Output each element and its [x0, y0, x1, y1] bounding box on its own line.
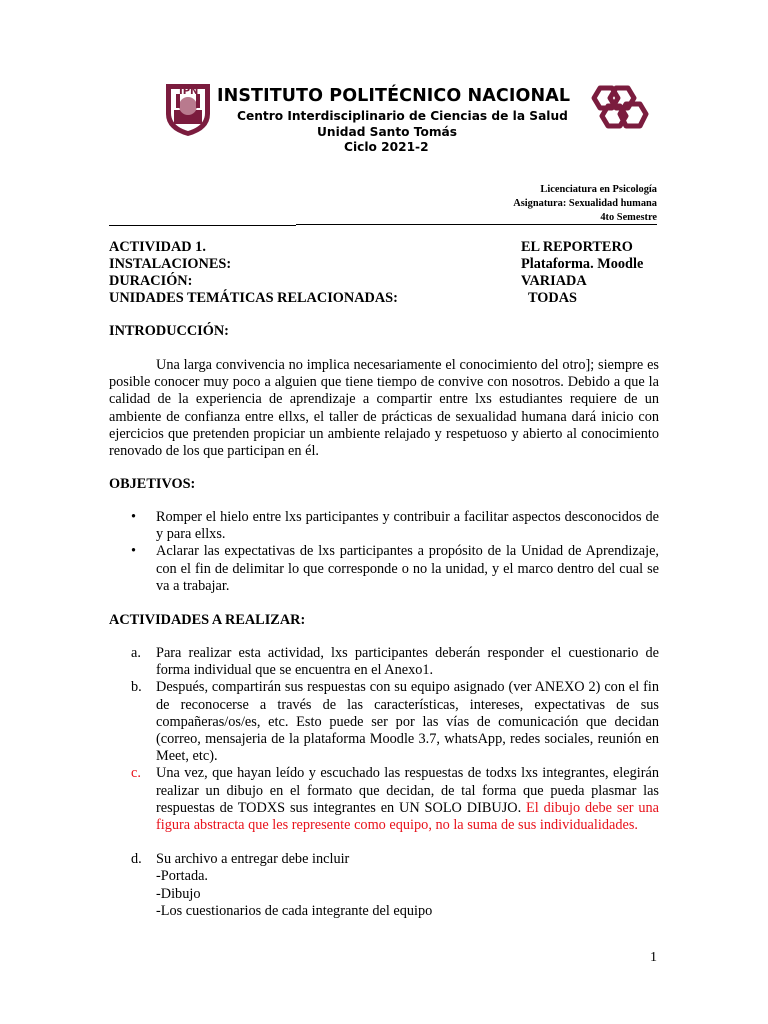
objectives-list: [109, 509, 659, 595]
header-rule: [109, 225, 296, 226]
info-row-facilities: [109, 256, 653, 273]
item-marker: a.: [131, 645, 141, 661]
semester-label: 4to Semestre: [600, 212, 657, 223]
cycle-label: Ciclo 2021-2: [344, 140, 429, 154]
objectives-heading: OBJETIVOS:: [109, 476, 196, 492]
activity-c-text: Una vez, que hayan leído y escuchado las respuestas de todxs lxs integrantes, elegirán realizar un dibujo en el formato que decidan, de tal forma que pueda plasmar las respuestas de TODXS sus integrantes en UN SOLO DIBUJO.: [156, 765, 659, 816]
intro-text: Una larga convivencia no implica necesariamente el conocimiento del otro]; siempre es posible conocer muy poco a alguien que tiene tiempo de convive con nosotros. Debido a que la calidad de la experiencia de aprendizaje a compartir entre lxs estudiantes requiere de un ambiente de confianza entre ellxs, el taller de prácticas de sexualidad humana dará inicio con ejercicios que pretenden propiciar un ambiente relajado y respetuoso y abierto al conocimiento renovado de los que participan en él.: [109, 357, 659, 460]
info-row-units: [109, 290, 653, 307]
list-item: [109, 851, 659, 920]
objective-text: Aclarar las expectativas de lxs participantes a propósito de la Unidad de Aprendizaje, con el fin de delimitar lo que corresponde o no la unidad, y el marco dentro del cual se va a trabajar.: [156, 543, 659, 594]
ipn-logo-text: IPN: [179, 86, 199, 97]
activity-c-highlight: El dibujo debe ser una figura abstracta que les represente como equipo, no la suma de sus individualidades.: [156, 799, 659, 834]
deliverable-item: -Dibujo: [156, 885, 201, 902]
info-value: EL REPORTERO: [521, 239, 633, 255]
activity-a-text: Para realizar esta actividad, lxs participantes deberán responder el cuestionario de forma individual que se encuentra en el Anexo1.: [156, 645, 659, 679]
list-item: [109, 645, 659, 679]
header-rule-right: [296, 224, 657, 225]
bullet-icon: •: [131, 543, 137, 560]
list-item: [109, 543, 659, 595]
info-value: VARIADA: [521, 273, 587, 289]
objective-text: Romper el hielo entre lxs participantes y contribuir a facilitar aspectos desconocidos de y para ellxs.: [156, 509, 659, 543]
program-label: Licenciatura en Psicología: [540, 184, 657, 195]
deliverable-item: -Portada.: [156, 868, 209, 885]
activities-list: [109, 645, 659, 920]
unit-name: Unidad Santo Tomás: [317, 125, 458, 139]
info-row-duration: [109, 273, 653, 290]
item-marker: d.: [131, 851, 142, 868]
page-number: 1: [650, 950, 657, 965]
activities-heading: ACTIVIDADES A REALIZAR:: [109, 612, 306, 628]
activity-d-text: Su archivo a entregar debe incluir: [156, 851, 350, 868]
cics-logo: [582, 82, 654, 134]
ipn-logo: [162, 80, 214, 138]
deliverable-item: -Los cuestionarios de cada integrante del equipo: [156, 902, 433, 919]
info-label: INSTALACIONES:: [109, 256, 232, 272]
info-label: DURACIÓN:: [109, 273, 193, 289]
course-label: Asignatura: Sexualidad humana: [513, 198, 657, 209]
list-item: [109, 765, 659, 834]
center-name: Centro Interdisciplinario de Ciencias de la Salud: [237, 109, 568, 123]
info-label: ACTIVIDAD 1.: [109, 239, 206, 255]
list-item: [109, 509, 659, 543]
item-marker: b.: [131, 679, 142, 696]
list-item: [109, 679, 659, 765]
bullet-icon: •: [131, 509, 137, 525]
institution-title: INSTITUTO POLITÉCNICO NACIONAL: [217, 86, 571, 106]
intro-paragraph: [109, 357, 659, 460]
info-row-activity: [109, 239, 653, 256]
info-label: UNIDADES TEMÁTICAS RELACIONADAS:: [109, 290, 398, 306]
activity-b-text: Después, compartirán sus respuestas con su equipo asignado (ver ANEXO 2) con el fin de reconocerse a través de las características, intereses, expectativas de sus compañeras/os/es, etc. Esto puede ser por las vías de comunicación que decidan (correo, mensajeria de la plataforma Moodle 3.7, whatsApp, redes sociales, reunión en Meet, etc).: [156, 679, 659, 765]
info-value: Plataforma. Moodle: [521, 256, 644, 272]
intro-heading: INTRODUCCIÓN:: [109, 323, 229, 339]
info-value: TODAS: [528, 290, 577, 306]
item-marker: c.: [131, 765, 141, 782]
